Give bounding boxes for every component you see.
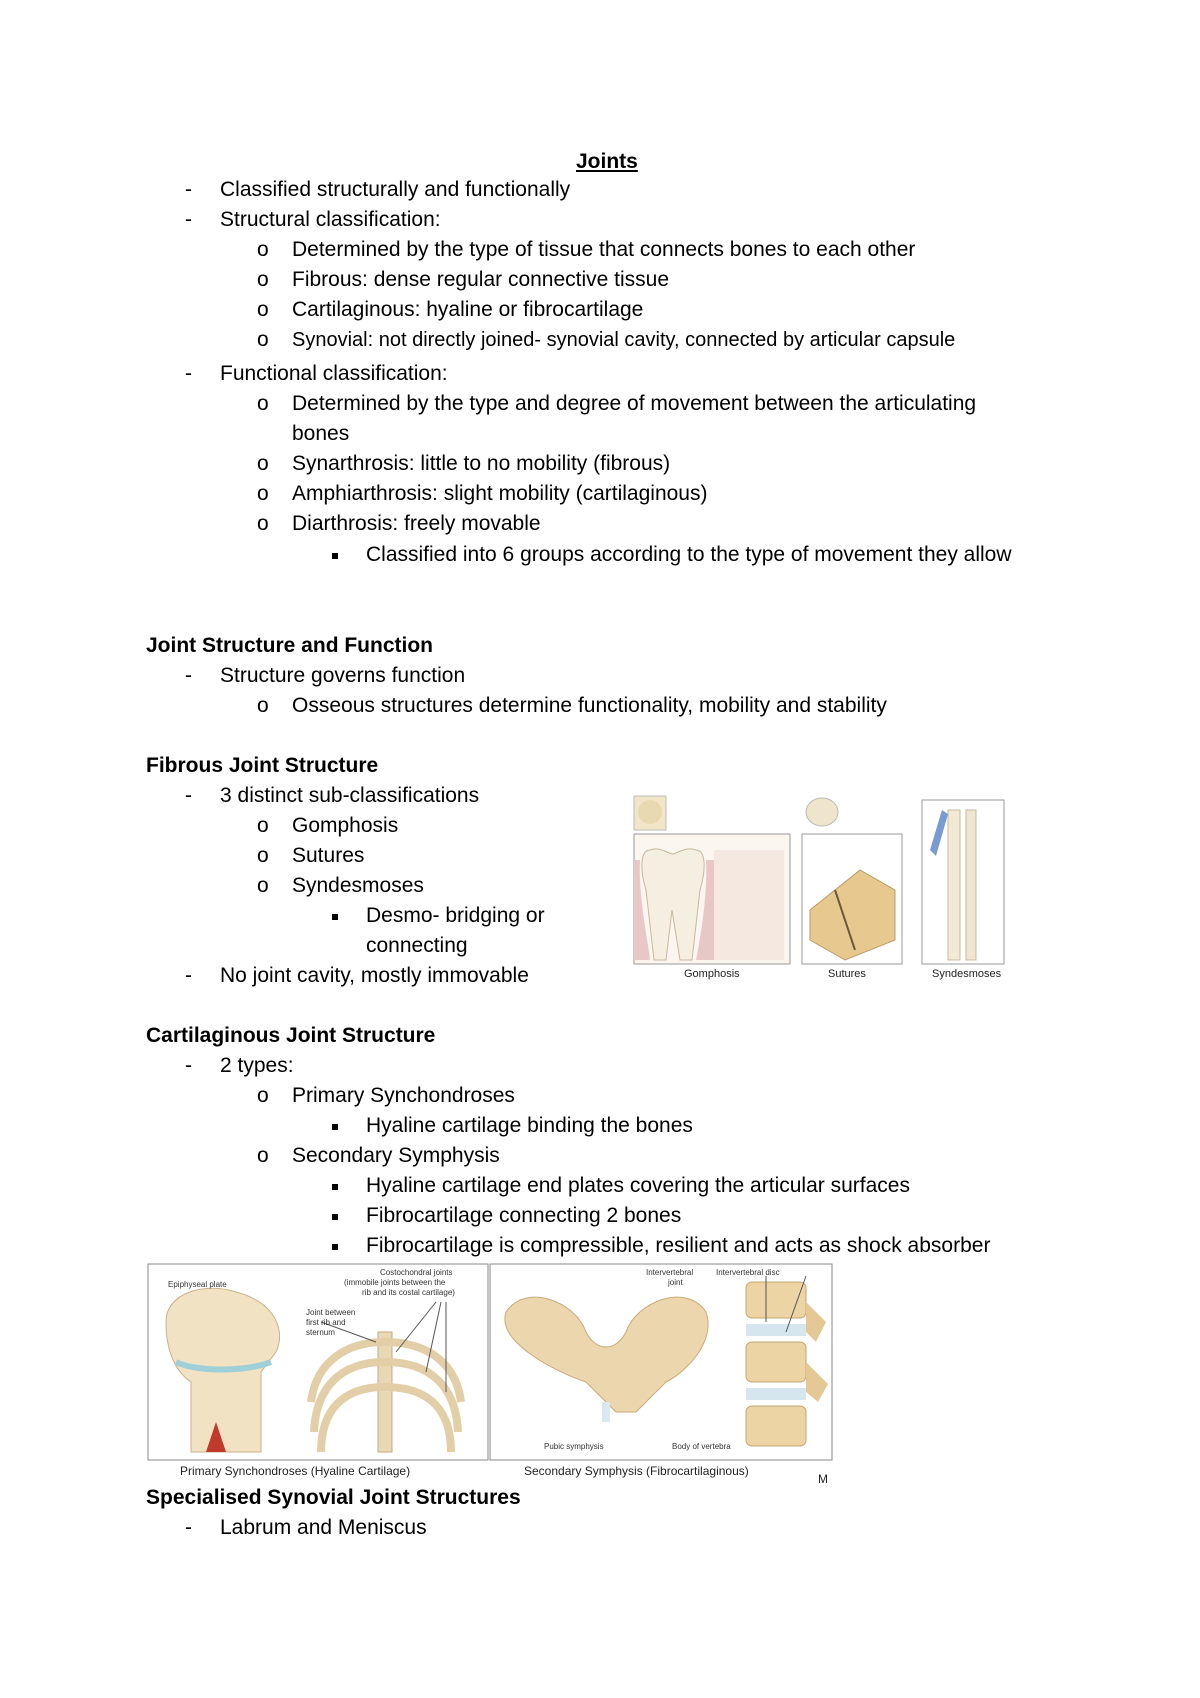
circle-bullet: o bbox=[257, 512, 269, 535]
section-heading: Cartilaginous Joint Structure bbox=[146, 1024, 436, 1047]
figure-caption: Syndesmoses bbox=[932, 968, 1002, 980]
list-item: Functional classification: bbox=[220, 362, 448, 385]
dash-bullet: - bbox=[185, 208, 192, 231]
list-item-continuation: bones bbox=[292, 422, 350, 445]
dash-bullet: - bbox=[185, 178, 192, 201]
figure-label: Intervertebral disc bbox=[716, 1268, 780, 1277]
list-item: Synarthrosis: little to no mobility (fibrous) bbox=[292, 452, 671, 475]
list-item: Hyaline cartilage binding the bones bbox=[366, 1114, 693, 1137]
circle-bullet: o bbox=[257, 814, 269, 837]
square-bullet bbox=[332, 1124, 338, 1130]
circle-bullet: o bbox=[257, 694, 269, 717]
square-bullet bbox=[332, 1214, 338, 1220]
page-title: Joints bbox=[576, 150, 638, 173]
list-item: Sutures bbox=[292, 844, 365, 867]
list-item: Cartilaginous: hyaline or fibrocartilage bbox=[292, 298, 644, 321]
figure-caption: Primary Synchondroses (Hyaline Cartilage) bbox=[180, 1464, 411, 1478]
list-item: 3 distinct sub-classifications bbox=[220, 784, 480, 807]
circle-bullet: o bbox=[257, 392, 269, 415]
circle-bullet: o bbox=[257, 1084, 269, 1107]
list-item: Secondary Symphysis bbox=[292, 1144, 500, 1167]
dash-bullet: - bbox=[185, 664, 192, 687]
fibrous-joint-figure bbox=[630, 790, 1010, 980]
figure-label: (immobile joints between the bbox=[344, 1278, 446, 1287]
figure-label: Epiphyseal plate bbox=[168, 1280, 227, 1289]
list-item: Osseous structures determine functionality, mobility and stability bbox=[292, 694, 887, 717]
list-item: Classified structurally and functionally bbox=[220, 178, 571, 201]
figure-label: Intervertebral bbox=[646, 1268, 694, 1277]
dash-bullet: - bbox=[185, 784, 192, 807]
list-item: Determined by the type and degree of movement between the articulating bbox=[292, 392, 977, 415]
list-item: Labrum and Meniscus bbox=[220, 1516, 427, 1539]
figure-caption: Gomphosis bbox=[684, 968, 740, 980]
square-bullet bbox=[332, 1244, 338, 1250]
circle-bullet: o bbox=[257, 452, 269, 475]
list-item: Hyaline cartilage end plates covering the articular surfaces bbox=[366, 1174, 910, 1197]
list-item: 2 types: bbox=[220, 1054, 294, 1077]
section-heading: Joint Structure and Function bbox=[146, 634, 433, 657]
list-item: No joint cavity, mostly immovable bbox=[220, 964, 529, 987]
figure-mark: M bbox=[818, 1472, 828, 1486]
figure-label: joint bbox=[668, 1278, 683, 1287]
list-item: Determined by the type of tissue that connects bones to each other bbox=[292, 238, 916, 261]
figure-label: rib and its costal cartilage) bbox=[362, 1288, 455, 1297]
circle-bullet: o bbox=[257, 328, 269, 351]
circle-bullet: o bbox=[257, 1144, 269, 1167]
list-item: Diarthrosis: freely movable bbox=[292, 512, 541, 535]
square-bullet bbox=[332, 553, 338, 559]
figure-label: Costochondral joints bbox=[380, 1268, 453, 1277]
list-item-continuation: connecting bbox=[366, 934, 468, 957]
list-item: Fibrocartilage is compressible, resilient and acts as shock absorber bbox=[366, 1234, 991, 1257]
circle-bullet: o bbox=[257, 482, 269, 505]
circle-bullet: o bbox=[257, 238, 269, 261]
dash-bullet: - bbox=[185, 1516, 192, 1539]
dash-bullet: - bbox=[185, 964, 192, 987]
square-bullet bbox=[332, 914, 338, 920]
figure-caption: Secondary Symphysis (Fibrocartilaginous) bbox=[524, 1464, 749, 1478]
dash-bullet: - bbox=[185, 362, 192, 385]
list-item: Primary Synchondroses bbox=[292, 1084, 515, 1107]
figure-label: Pubic symphysis bbox=[544, 1442, 604, 1451]
cartilaginous-joint-figure bbox=[146, 1262, 836, 1472]
figure-caption: Sutures bbox=[828, 968, 866, 980]
circle-bullet: o bbox=[257, 874, 269, 897]
circle-bullet: o bbox=[257, 268, 269, 291]
circle-bullet: o bbox=[257, 844, 269, 867]
list-item: Syndesmoses bbox=[292, 874, 424, 897]
circle-bullet: o bbox=[257, 298, 269, 321]
list-item: Classified into 6 groups according to the type of movement they allow bbox=[366, 543, 1012, 566]
section-heading: Fibrous Joint Structure bbox=[146, 754, 379, 777]
list-item: Structural classification: bbox=[220, 208, 441, 231]
dash-bullet: - bbox=[185, 1054, 192, 1077]
figure-label: Joint between bbox=[306, 1308, 356, 1317]
list-item: Fibrous: dense regular connective tissue bbox=[292, 268, 670, 291]
list-item: Desmo- bridging or bbox=[366, 904, 545, 927]
list-item: Amphiarthrosis: slight mobility (cartilaginous) bbox=[292, 482, 708, 505]
figure-label: Body of vertebra bbox=[672, 1442, 731, 1451]
list-item: Structure governs function bbox=[220, 664, 466, 687]
figure-label: sternum bbox=[306, 1328, 335, 1337]
figure-label: first rib and bbox=[306, 1318, 346, 1327]
section-heading: Specialised Synovial Joint Structures bbox=[146, 1486, 521, 1509]
list-item: Fibrocartilage connecting 2 bones bbox=[366, 1204, 682, 1227]
square-bullet bbox=[332, 1184, 338, 1190]
list-item: Synovial: not directly joined- synovial cavity, connected by articular capsule bbox=[292, 329, 956, 351]
list-item: Gomphosis bbox=[292, 814, 399, 837]
